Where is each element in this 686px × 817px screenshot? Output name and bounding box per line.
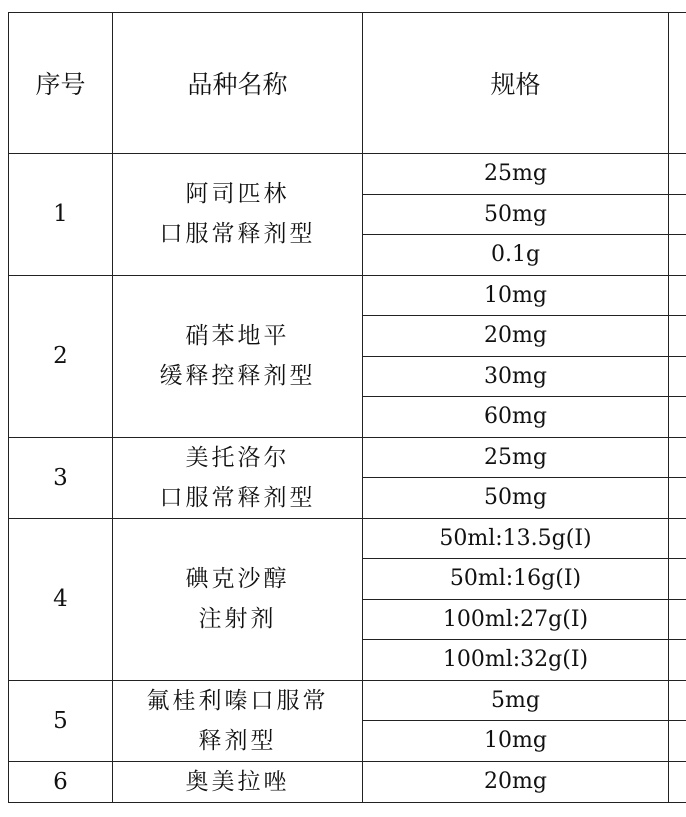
drug-name-line2: 注射剂	[198, 606, 277, 632]
row-index: 6	[9, 761, 113, 802]
drug-name-line1: 碘克沙醇	[185, 566, 290, 592]
extra-cell	[669, 599, 686, 640]
header-extra	[669, 13, 686, 154]
drug-name	[113, 680, 363, 761]
row-index: 1	[9, 154, 113, 276]
spec-cell: 100ml:32g(I)	[363, 640, 669, 681]
extra-cell	[669, 275, 686, 316]
header-spec: 规格	[363, 13, 669, 154]
row-index: 3	[9, 437, 113, 518]
table-row	[9, 680, 686, 721]
extra-cell	[669, 559, 686, 600]
extra-cell	[669, 235, 686, 276]
extra-cell	[669, 194, 686, 235]
extra-cell	[669, 640, 686, 681]
drug-name-line1: 硝苯地平	[185, 323, 290, 349]
drug-name-line1: 氟桂利嗪口服常	[146, 687, 329, 714]
drug-name	[113, 154, 363, 276]
drug-name-line2: 口服常释剂型	[159, 484, 316, 511]
extra-cell	[669, 154, 686, 195]
row-index: 4	[9, 518, 113, 680]
spec-cell: 50ml:13.5g(I)	[363, 518, 669, 559]
table-row	[9, 437, 686, 478]
drug-name-line2: 释剂型	[198, 727, 277, 754]
header-name: 品种名称	[113, 13, 363, 154]
table-row	[9, 275, 686, 316]
row-index: 2	[9, 275, 113, 437]
drug-name-line2: 缓释控释剂型	[159, 363, 316, 389]
extra-cell	[669, 721, 686, 762]
spec-cell: 50mg	[363, 478, 669, 519]
spec-cell: 100ml:27g(I)	[363, 599, 669, 640]
drug-name	[113, 275, 363, 437]
extra-cell	[669, 518, 686, 559]
extra-cell	[669, 316, 686, 357]
header-index: 序号	[9, 13, 113, 154]
table-row	[9, 518, 686, 559]
table-row	[9, 761, 686, 802]
spec-cell: 25mg	[363, 154, 669, 195]
spec-cell: 30mg	[363, 356, 669, 397]
drug-name	[113, 761, 363, 802]
extra-cell	[669, 761, 686, 802]
spec-cell: 50mg	[363, 194, 669, 235]
spec-cell: 20mg	[363, 761, 669, 802]
drug-name-line2: 口服常释剂型	[159, 221, 316, 248]
spec-cell: 60mg	[363, 397, 669, 438]
drug-name-line1: 阿司匹林	[185, 181, 290, 208]
spec-cell: 0.1g	[363, 235, 669, 276]
drug-name-line1: 美托洛尔	[185, 444, 290, 471]
drug-name-line1: 奥美拉唑	[185, 768, 290, 795]
spec-cell: 50ml:16g(I)	[363, 559, 669, 600]
extra-cell	[669, 356, 686, 397]
spec-cell: 20mg	[363, 316, 669, 357]
spec-cell: 25mg	[363, 437, 669, 478]
drug-name	[113, 518, 363, 680]
extra-cell	[669, 680, 686, 721]
drug-table	[8, 12, 686, 803]
extra-cell	[669, 437, 686, 478]
table-row	[9, 154, 686, 195]
header-row	[9, 13, 686, 154]
spec-cell: 10mg	[363, 721, 669, 762]
spec-cell: 5mg	[363, 680, 669, 721]
drug-name	[113, 437, 363, 518]
extra-cell	[669, 478, 686, 519]
spec-cell: 10mg	[363, 275, 669, 316]
row-index: 5	[9, 680, 113, 761]
extra-cell	[669, 397, 686, 438]
